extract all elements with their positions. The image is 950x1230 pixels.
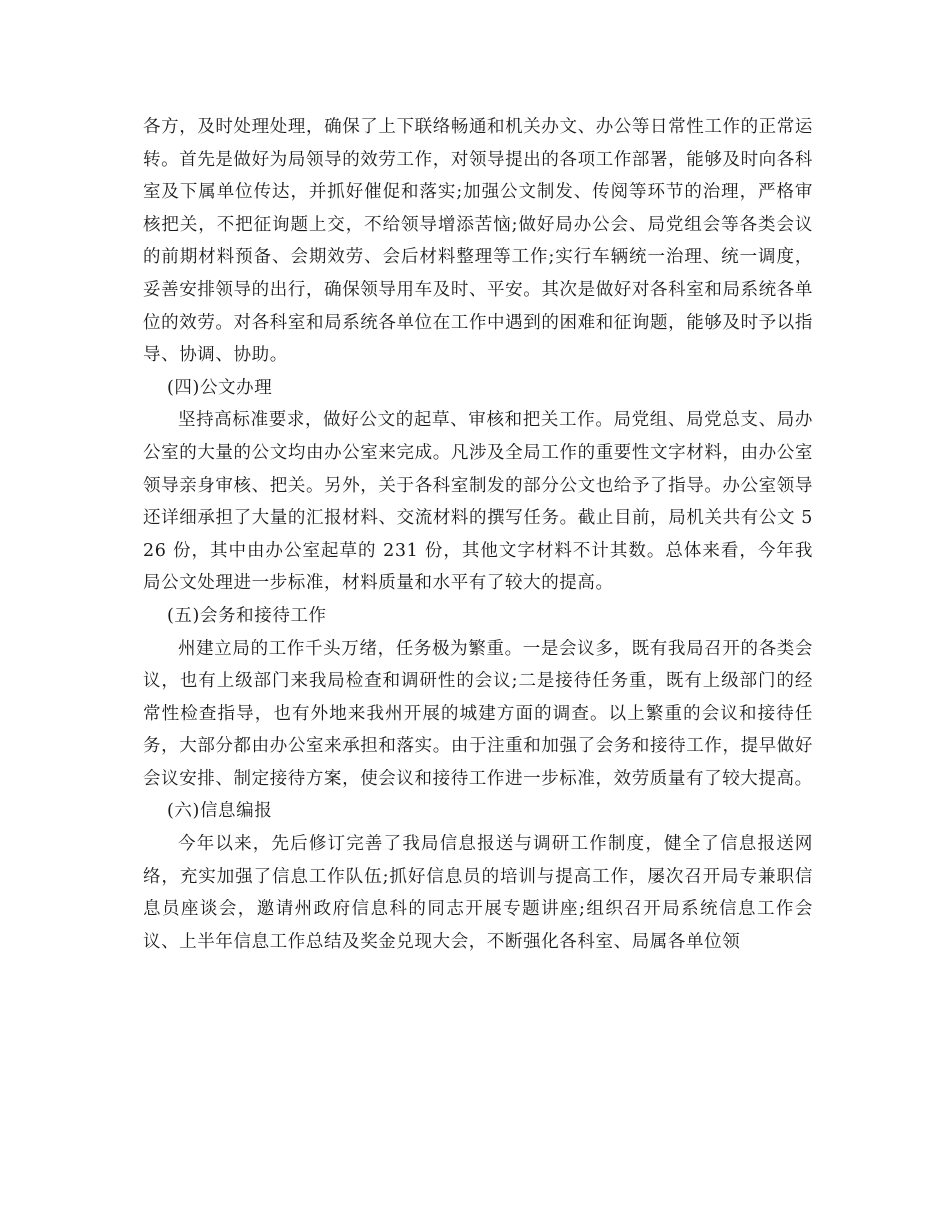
section-heading-meetings-reception: (五)会务和接待工作 (167, 605, 327, 626)
document-body (143, 111, 813, 958)
paragraph-office-service: 各方，及时处理处理，确保了上下联络畅通和机关办文、办公等日常性工作的正常运转。首先是做好为局领导的效劳工作，对领导提出的各项工作部署，能够及时向各科室及下属单位传达，并抓好催促和落实;加强公文制发、传阅等环节的治理，严格审核把关，不把征询题上交，不给领导增添苦恼;做好局办公会、局党组会等各类会议的前期材料预备、会期效劳、会后材料整理等工作;实行车辆统一治理、统一调度，妥善安排领导的出行，确保领导用车及时、平安。其次是做好对各科室和局系统各单位的效劳。对各科室和局系统各单位在工作中遇到的困难和征询题，能够及时予以指导、协调、协助。 (143, 117, 813, 366)
paragraph-information-reporting: 今年以来，先后修订完善了我局信息报送与调研工作制度，健全了信息报送网络，充实加强了信息工作队伍;抓好信息员的培训与提高工作，屡次召开局专兼职信息员座谈会，邀请州政府信息科的同志开展专题讲座;组织召开局系统信息工作会议、上半年信息工作总结及奖金兑现大会，不断强化各科室、局属各单位领 (143, 834, 813, 952)
paragraph-document-handling: 坚持高标准要求，做好公文的起草、审核和把关工作。局党组、局党总支、局办公室的大量的公文均由办公室来完成。凡涉及全局工作的重要性文字材料，由办公室领导亲身审核、把关。另外，关于各科室制发的部分公文也给予了指导。办公室领导还详细承担了大量的汇报材料、交流材料的撰写任务。截止目前，局机关共有公文 526 份，其中由办公室起草的 231 份，其他文字材料不计其数。总体来看，今年我局公文处理进一步标准，材料质量和水平有了较大的提高。 (143, 410, 813, 594)
paragraph-meetings-reception: 州建立局的工作千头万绪，任务极为繁重。一是会议多，既有我局召开的各类会议，也有上级部门来我局检查和调研性的会议;二是接待任务重，既有上级部门的经常性检查指导，也有外地来我州开展的城建方面的调查。以上繁重的会议和接待任务，大部分都由办公室来承担和落实。由于注重和加强了会务和接待工作，提早做好会议安排、制定接待方案，使会议和接待工作进一步标准，效劳质量有了较大提高。 (143, 638, 813, 789)
section-heading-information-reporting: (六)信息编报 (167, 801, 273, 822)
section-heading-document-handling: (四)公文办理 (167, 377, 273, 398)
